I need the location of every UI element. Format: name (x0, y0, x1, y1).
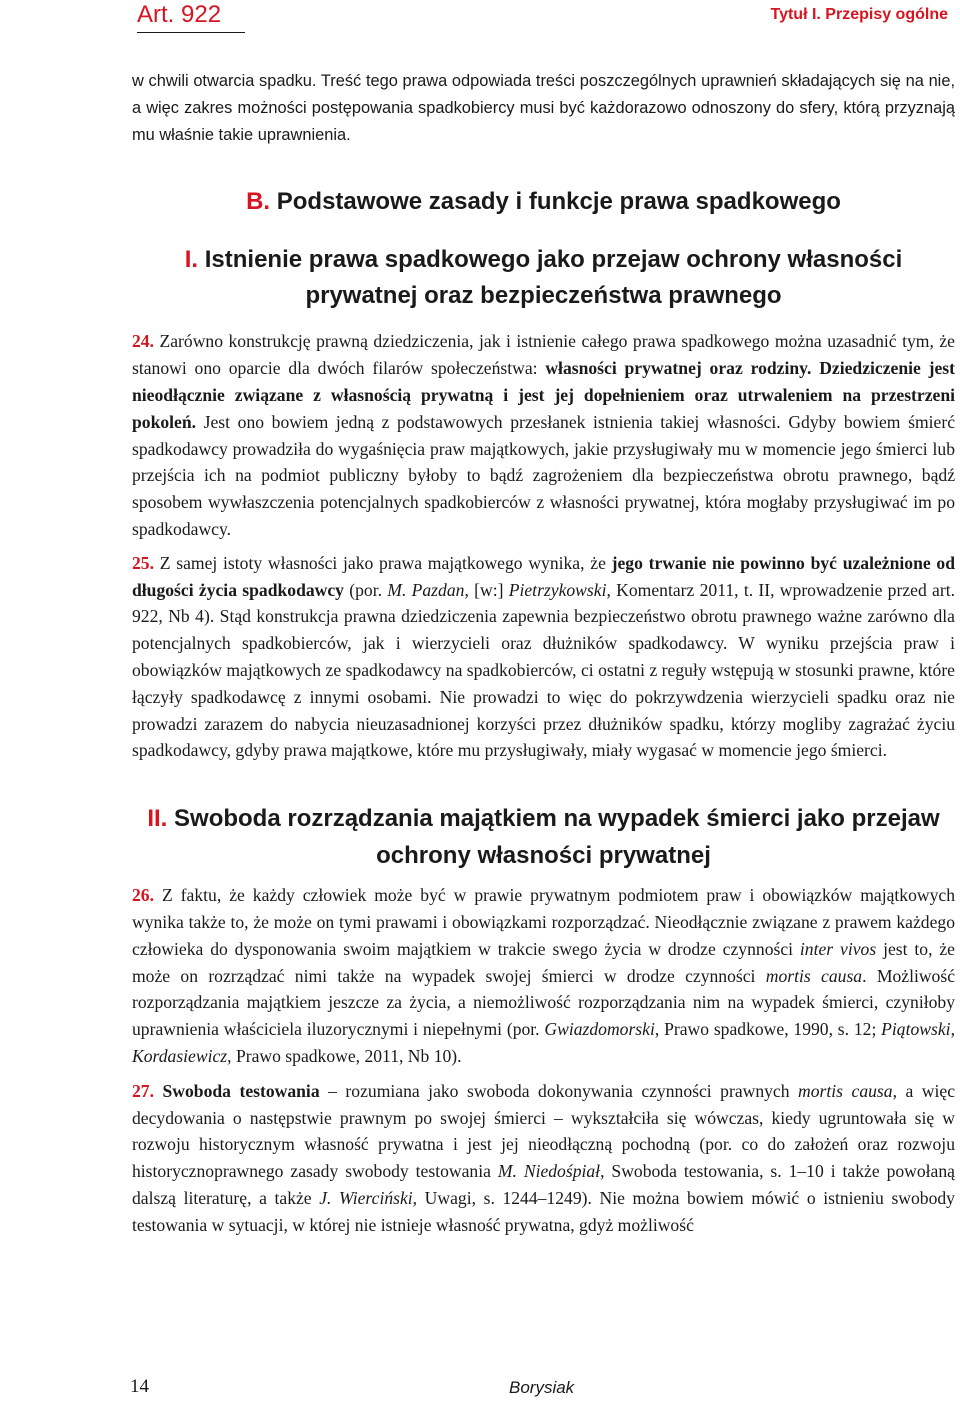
section-mark: B. (246, 188, 271, 216)
section-title: Swoboda rozrządzania majątkiem na wypadek śmierci jako przejaw ochrony własności prywatnej (167, 805, 940, 870)
paragraph-25 (132, 550, 955, 764)
text-run: , (950, 1019, 955, 1040)
paragraph-number: 25. (132, 552, 154, 573)
header-article: Art. 922 (137, 1, 222, 28)
page-body (132, 68, 955, 1239)
paragraph-number: 26. (132, 885, 154, 906)
text-run: Z faktu, że każdy człowiek może być w prawie prywatnym podmiotem praw i obowiązków majątkowych wynika także to, że może on tymi prawami i obowiązkami rozporządzać. Nieodłącznie związane z prawem każdego człowieka do dysponowania swoim majątkiem w trakcie swego życia w drodze czynności (132, 885, 955, 959)
header-title: Tytuł I. Przepisy ogólne (770, 6, 948, 23)
text-run: , a więc decydowania o następstwie prawnym po swojej śmierci – wykształciła się wówczas, kiedy ugruntowała się w rozwoju historycznym własność prywatna i jest jej nieodłączną pochodną (por. co do założeń oraz rozwoju historycznoprawnego zasady swobody testowania (132, 1080, 956, 1182)
author-citation: Piątowski (881, 1019, 951, 1040)
footer-author: Borysiak (509, 1378, 575, 1397)
text-run: . Możliwość rozporządzania majątkiem jeszcze za życia, a niemożliwość rozporządzania nim na wypadek śmierci, czyniłoby uprawnienia właściciela iluzorycznymi i niepełnymi (por. (132, 965, 956, 1040)
author-citation: Gwiazdomorski (544, 1019, 655, 1040)
paragraph-27 (132, 1078, 955, 1239)
text-run: Zarówno konstrukcję prawną dziedziczenia, jak i istnienie całego prawa spadkowego można uzasadnić tym, że stanowi ono oparcie dla dwóch filarów społeczeństwa: (132, 331, 955, 379)
bold-text: Dziedziczenie jest nieodłącznie związane z własnością prywatną i jest jej dopełnieniem oraz utrwaleniem na przestrzeni pokoleń. (132, 358, 955, 432)
text-run: (por. (343, 579, 388, 600)
author-citation: M. Pazdan (387, 579, 465, 600)
section-title: Podstawowe zasady i funkcje prawa spadkowego (270, 188, 841, 216)
paragraph-number: 27. (132, 1080, 154, 1101)
bold-text: Swoboda testowania (162, 1080, 320, 1101)
text-run: jest to, że może on rozrządzać nimi także na wypadek swojej śmierci w drodze czynności (132, 938, 955, 986)
bold-text: jego trwanie nie powinno być uzależnione od długości życia spadkodawcy (132, 552, 956, 600)
text-run: , Prawo spadkowe, 2011, Nb 10). (227, 1045, 462, 1066)
section-heading-i (132, 242, 955, 314)
text-run: Z samej istoty własności jako prawa majątkowego wynika, że (154, 552, 612, 573)
bold-text: własności prywatnej oraz rodziny. (545, 358, 812, 379)
text-run: , Prawo spadkowe, 1990, s. 12; (654, 1019, 882, 1040)
header-article-box (137, 0, 245, 33)
author-citation: Pietrzykowski (508, 579, 607, 600)
text-run (154, 1081, 163, 1101)
author-citation: J. Wierciński (319, 1187, 413, 1208)
latin-term: mortis causa (765, 965, 863, 986)
section-heading-ii (132, 800, 955, 874)
text-run: – rozumiana jako swoboda dokonywania czynności prawnych (319, 1080, 799, 1101)
author-citation: Kordasiewicz (132, 1045, 228, 1066)
section-title: Istnienie prawa spadkowego jako przejaw ochrony własności prywatnej oraz bezpieczeństwa prawnego (198, 246, 903, 310)
page-number: 14 (130, 1376, 149, 1397)
section-heading-b (132, 184, 955, 220)
paragraph-number: 24. (132, 331, 154, 352)
text-run: , Uwagi, s. 1244–1249). Nie można bowiem mówić o istnieniu swobody testowania w sytuacji, w której nie istnieje własność prywatna, gdyż możliwość (132, 1187, 955, 1235)
paragraph-24 (132, 328, 955, 542)
section-mark: II. (147, 805, 168, 833)
latin-term: inter vivos (799, 938, 877, 959)
text-run: , Swoboda testowania, s. 1–10 i także powołaną dalszą literaturę, a także (132, 1161, 955, 1208)
paragraph-26 (132, 882, 955, 1070)
author-citation: M. Niedośpiał (497, 1161, 601, 1182)
text-run: Jest ono bowiem jedną z podstawowych przesłanek istnienia takiej własności. Gdyby bowiem śmierć spadkodawcy prowadziła do wygaśnięcia praw majątkowych, jakie przysługiwały mu w momencie jego śmierci lub przejścia ich na podmiot publiczny byłoby to bądź zagrożeniem dla bezpieczeństwa obrotu prawnego, bądź sposobem wywłaszczenia potencjalnych spadkobierców z własności prywatnej, która mogłaby przysługiwać im po spadkodawcy. (132, 411, 955, 539)
text-run: , [w:] (464, 579, 509, 600)
latin-term: mortis causa (798, 1080, 893, 1101)
paragraph-intro: w chwili otwarcia spadku. Treść tego prawa odpowiada treści poszczególnych uprawnień składających się na nie, a więc zakres możności postępowania spadkobiercy musi być każdorazowo odnoszony do sfery, którą przyznają mu właśnie takie uprawnienia. (132, 72, 955, 144)
text-run: , Komentarz 2011, t. II, wprowadzenie przed art. 922, Nb 4). Stąd konstrukcja prawna dziedziczenia zapewnia bezpieczeństwo obrotu prawnego ważne zarówno dla potencjalnych spadkobierców, jak i wierzycieli oraz dłużników spadkodawcy. W wyniku przejścia praw i obowiązków majątkowych ze spadkodawcy na spadkobierców, ci ostatni z reguły wstępują w stosunki prawne, które łączyły spadkodawcę z innymi osobami. Nie prowadzi to więc do pokrzywdzenia wierzycieli spadku oraz nie prowadzi zarazem do nabycia nieuzasadnionej korzyści przez dłużników spadku, którzy mogliby zagrażać życiu spadkodawcy, gdyby prawa majątkowe, które mu przysługiwały, miały wygasać w momencie jego śmierci. (132, 579, 955, 761)
section-mark: I. (184, 246, 199, 274)
